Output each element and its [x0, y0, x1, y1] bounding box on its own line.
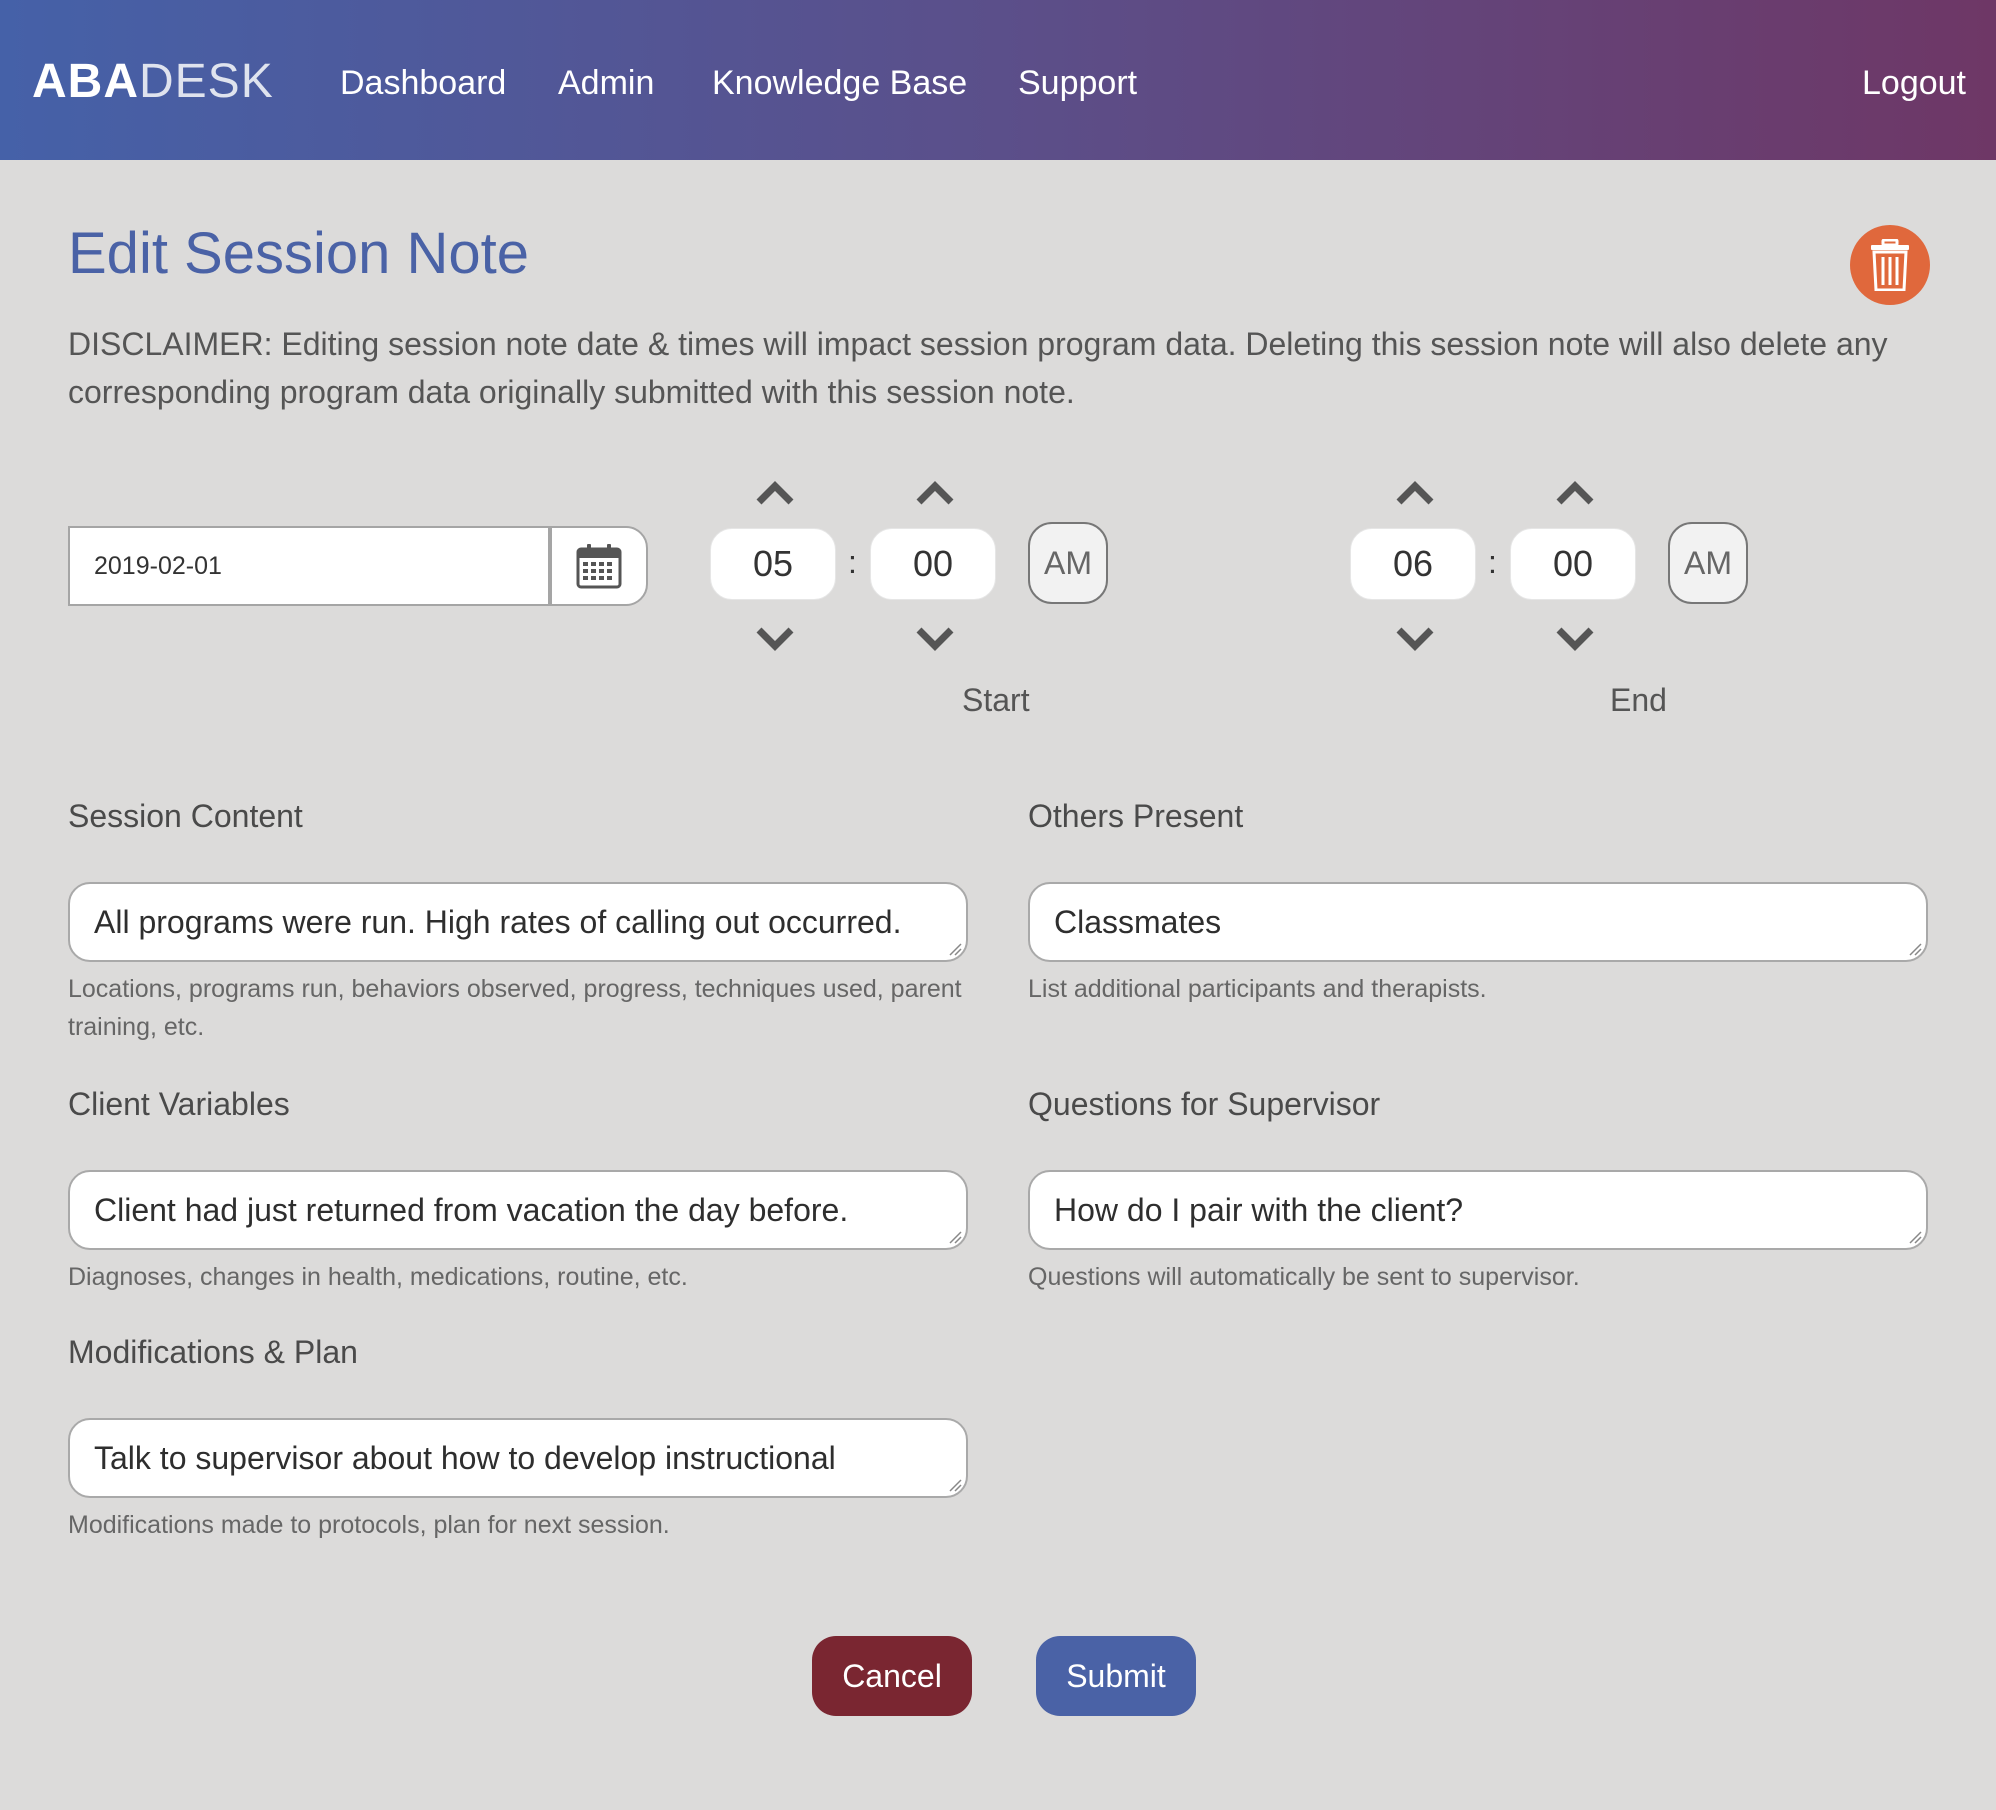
client-variables-help: Diagnoses, changes in health, medications, routine, etc. — [68, 1263, 688, 1291]
submit-button[interactable]: Submit — [1036, 1636, 1196, 1716]
resize-grip-icon[interactable] — [948, 1478, 962, 1492]
brand-light-text: DESK — [139, 55, 274, 108]
end-hour-down-chevron-down-icon[interactable] — [1395, 624, 1435, 652]
modifications-label: Modifications & Plan — [68, 1334, 358, 1370]
others-present-label: Others Present — [1028, 798, 1244, 834]
trash-icon — [1870, 239, 1910, 291]
modifications-help: Modifications made to protocols, plan for next session. — [68, 1511, 670, 1539]
questions-value: How do I pair with the client? — [1054, 1192, 1464, 1228]
brand-logo[interactable] — [32, 55, 274, 108]
end-label: End — [1610, 682, 1667, 718]
session-content-help: Locations, programs run, behaviors observed, progress, techniques used, parent training, etc. — [68, 975, 962, 1041]
end-time-colon: : — [1488, 544, 1497, 580]
nav-knowledge-base[interactable]: Knowledge Base — [712, 64, 968, 102]
end-minute-down-chevron-down-icon[interactable] — [1555, 624, 1595, 652]
resize-grip-icon[interactable] — [948, 1230, 962, 1244]
start-time-colon: : — [848, 544, 857, 580]
session-content-value: All programs were run. High rates of calling out occurred. — [94, 904, 902, 940]
questions-label: Questions for Supervisor — [1028, 1086, 1381, 1122]
modifications-value: Talk to supervisor about how to develop instructional — [94, 1440, 836, 1476]
nav-dashboard[interactable]: Dashboard — [340, 64, 507, 102]
top-navbar — [0, 0, 1996, 160]
delete-note-button[interactable] — [1850, 225, 1930, 305]
session-content-label: Session Content — [68, 798, 303, 834]
client-variables-value: Client had just returned from vacation the day before. — [94, 1192, 849, 1228]
start-minute-input[interactable]: 00 — [870, 528, 996, 600]
nav-admin[interactable]: Admin — [558, 64, 655, 102]
end-minute-input[interactable]: 00 — [1510, 528, 1636, 600]
start-ampm-toggle[interactable]: AM — [1028, 522, 1108, 604]
resize-grip-icon[interactable] — [1908, 1230, 1922, 1244]
others-present-help: List additional participants and therapists. — [1028, 975, 1487, 1003]
end-minute-up-chevron-up-icon[interactable] — [1555, 480, 1595, 508]
start-hour-up-chevron-up-icon[interactable] — [755, 480, 795, 508]
start-minute-down-chevron-down-icon[interactable] — [915, 624, 955, 652]
end-hour-input[interactable]: 06 — [1350, 528, 1476, 600]
logout-link[interactable]: Logout — [1862, 64, 1966, 102]
start-hour-down-chevron-down-icon[interactable] — [755, 624, 795, 652]
end-ampm-toggle[interactable]: AM — [1668, 522, 1748, 604]
date-input[interactable]: 2019-02-01 — [68, 526, 550, 606]
nav-support[interactable]: Support — [1018, 64, 1138, 102]
questions-help: Questions will automatically be sent to supervisor. — [1028, 1263, 1580, 1291]
others-present-value: Classmates — [1054, 904, 1222, 940]
start-label: Start — [962, 682, 1030, 718]
start-minute-up-chevron-up-icon[interactable] — [915, 480, 955, 508]
others-present-textarea[interactable] — [1028, 882, 1928, 962]
page-title: Edit Session Note — [68, 221, 530, 286]
client-variables-label: Client Variables — [68, 1086, 290, 1122]
start-hour-input[interactable]: 05 — [710, 528, 836, 600]
brand-bold-text: ABA — [32, 55, 139, 108]
disclaimer-text: DISCLAIMER: Editing session note date & times will impact session program data. Deleting this session note will also delete any corresponding program data originally submitted with this session note. — [68, 326, 1888, 410]
cancel-button[interactable]: Cancel — [812, 1636, 972, 1716]
client-variables-textarea[interactable] — [68, 1170, 968, 1250]
date-picker-button[interactable] — [550, 526, 648, 606]
calendar-icon — [575, 542, 623, 590]
end-hour-up-chevron-up-icon[interactable] — [1395, 480, 1435, 508]
resize-grip-icon[interactable] — [948, 942, 962, 956]
questions-textarea[interactable] — [1028, 1170, 1928, 1250]
resize-grip-icon[interactable] — [1908, 942, 1922, 956]
modifications-textarea[interactable] — [68, 1418, 968, 1498]
session-content-textarea[interactable] — [68, 882, 968, 962]
